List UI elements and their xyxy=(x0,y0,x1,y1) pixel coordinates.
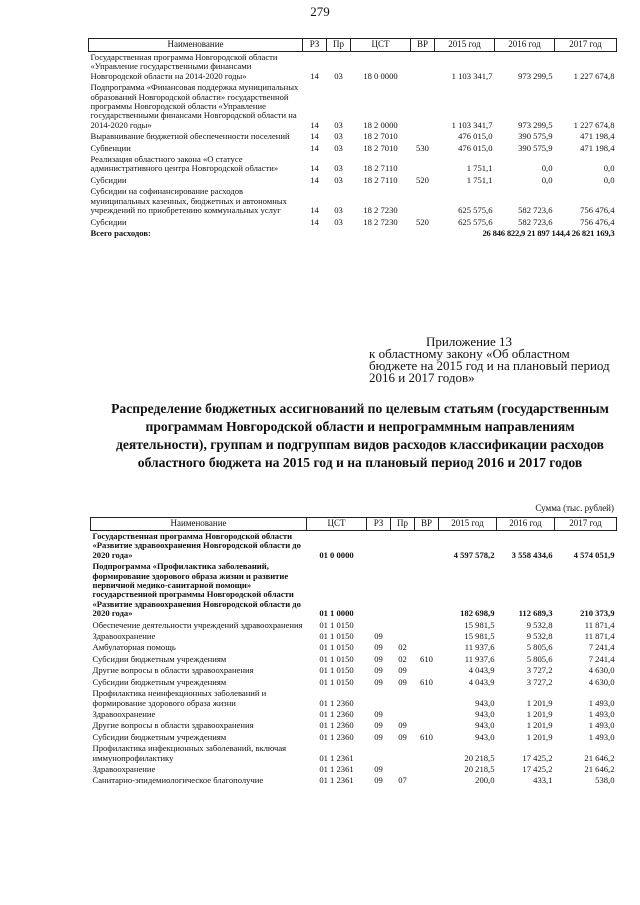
row-2016: 3 727,2 xyxy=(526,665,553,676)
row-pr: 03 xyxy=(334,119,343,130)
row-2015: 943,0 xyxy=(475,731,495,742)
table-row xyxy=(89,82,617,131)
sum-units-label: Сумма (тыс. рублей) xyxy=(535,503,614,513)
row-rz: 14 xyxy=(310,174,319,185)
row-2015: 11 937,6 xyxy=(464,642,495,653)
row-name: Профилактика неинфекционных заболеваний и формирование здорового образа жизни xyxy=(92,688,267,708)
row-name: Другие вопросы в области здравоохранения xyxy=(92,665,254,676)
col-2017: 2017 год xyxy=(555,518,617,531)
expenses-table-top xyxy=(88,38,617,239)
row-cst: 01 1 0150 xyxy=(319,631,354,642)
table-row xyxy=(91,561,617,619)
row-2017: 756 476,4 xyxy=(580,216,615,227)
row-name: Субвенции xyxy=(90,142,131,153)
row-2017: 11 871,4 xyxy=(584,619,615,630)
row-2015: 476 015,0 xyxy=(458,142,493,153)
row-2015: 4 597 578,2 xyxy=(453,549,495,560)
row-pr xyxy=(391,620,415,631)
row-2017: 21 646,2 xyxy=(584,752,615,763)
row-rz: 14 xyxy=(310,119,319,130)
row-pr: 09 xyxy=(398,720,407,731)
row-pr: 03 xyxy=(334,142,343,153)
row-2015: 11 937,6 xyxy=(464,653,495,664)
row-pr: 09 xyxy=(398,731,407,742)
row-pr: 03 xyxy=(334,131,343,142)
row-2016: 9 532,8 xyxy=(526,619,553,630)
table-row xyxy=(91,764,617,775)
row-name: Выравнивание бюджетной обеспеченности поселений xyxy=(90,131,290,142)
row-2015: 625 575,6 xyxy=(458,205,493,216)
row-pr: 03 xyxy=(334,205,343,216)
table-row xyxy=(91,709,617,720)
row-vr: 610 xyxy=(420,653,433,664)
row-2015: 4 043,9 xyxy=(468,665,495,676)
row-cst: 01 1 2360 xyxy=(319,708,354,719)
row-2017: 21 646,2 xyxy=(584,763,615,774)
row-name: Подпрограмма «Финансовая поддержка муниципальных образований Новгородской области» государственной программы Новгородской области «Управление государственными финансами Новгородской области на 2014-2020 годы» xyxy=(90,82,299,130)
row-pr: 03 xyxy=(334,216,343,227)
row-cst: 01 1 0150 xyxy=(319,619,354,630)
row-cst: 18 2 7230 xyxy=(363,205,398,216)
row-name: Здравоохранение xyxy=(92,708,156,719)
row-pr xyxy=(391,743,415,764)
row-2017: 471 198,4 xyxy=(580,131,615,142)
row-2016: 582 723,6 xyxy=(518,205,553,216)
row-2016: 1 201,9 xyxy=(526,697,553,708)
row-cst: 01 1 0000 xyxy=(319,608,354,619)
row-vr xyxy=(415,631,439,642)
col-cst: ЦСТ xyxy=(307,518,367,531)
row-2015: 15 981,5 xyxy=(464,631,495,642)
row-cst: 01 1 0150 xyxy=(319,665,354,676)
col-2017: 2017 год xyxy=(555,39,617,52)
row-vr xyxy=(411,154,435,175)
row-2016: 390 575,9 xyxy=(518,131,553,142)
row-rz xyxy=(367,688,391,709)
table-row xyxy=(91,620,617,631)
row-pr: 02 xyxy=(398,642,407,653)
table-row xyxy=(91,775,617,786)
row-2016: 17 425,2 xyxy=(522,763,553,774)
row-cst: 01 1 2360 xyxy=(319,720,354,731)
row-cst: 01 1 0150 xyxy=(319,676,354,687)
row-cst: 01 1 0150 xyxy=(319,653,354,664)
row-vr: 530 xyxy=(416,142,429,153)
row-rz: 14 xyxy=(310,70,319,81)
row-vr xyxy=(415,531,439,562)
total-values: 26 846 822,9 21 897 144,4 26 821 169,3 xyxy=(482,227,615,238)
row-2016: 5 805,6 xyxy=(526,653,553,664)
table-row xyxy=(91,631,617,642)
table-row xyxy=(89,154,617,175)
table-row xyxy=(91,743,617,764)
row-2017: 0,0 xyxy=(603,163,615,174)
total-label: Всего расходов: xyxy=(90,227,151,238)
row-name: Субсидии xyxy=(90,174,127,185)
row-cst: 18 2 0000 xyxy=(363,119,398,130)
row-2017: 471 198,4 xyxy=(580,142,615,153)
row-name: Субсидии бюджетным учреждениям xyxy=(92,676,227,687)
row-rz: 09 xyxy=(374,631,383,642)
row-name: Здравоохранение xyxy=(92,763,156,774)
row-2017: 756 476,4 xyxy=(580,205,615,216)
row-name: Реализация областного закона «О статусе административного центра Новгородской области» xyxy=(90,154,279,174)
row-2016: 390 575,9 xyxy=(518,142,553,153)
row-name: Профилактика инфекционных заболеваний, включая иммунопрофилактику xyxy=(92,743,287,763)
row-rz: 09 xyxy=(374,708,383,719)
table-row xyxy=(91,642,617,653)
col-pr: Пр xyxy=(327,39,351,52)
col-rz: РЗ xyxy=(367,518,391,531)
row-vr: 610 xyxy=(420,676,433,687)
row-rz: 14 xyxy=(310,216,319,227)
row-2016: 17 425,2 xyxy=(522,752,553,763)
row-vr xyxy=(411,131,435,142)
row-vr xyxy=(415,720,439,731)
row-pr: 03 xyxy=(334,163,343,174)
row-vr xyxy=(415,743,439,764)
row-2016: 5 805,6 xyxy=(526,642,553,653)
row-2017: 538,0 xyxy=(595,775,615,786)
row-vr xyxy=(415,709,439,720)
row-2015: 4 043,9 xyxy=(468,676,495,687)
row-vr xyxy=(411,82,435,131)
row-cst: 01 1 0150 xyxy=(319,642,354,653)
col-vr: ВР xyxy=(415,518,439,531)
row-name: Государственная программа Новгородской области «Управление государственными финансами Новгородской области на 2014-2020 годы» xyxy=(90,52,278,81)
row-rz xyxy=(367,561,391,619)
row-2016: 9 532,8 xyxy=(526,631,553,642)
row-2015: 200,0 xyxy=(475,775,495,786)
row-pr: 09 xyxy=(398,665,407,676)
table-row xyxy=(91,531,617,562)
row-vr xyxy=(415,688,439,709)
row-name: Подпрограмма «Профилактика заболеваний, формирование здорового образа жизни и развитие первичной медико-санитарной помощи» государственной программы Новгородской области «Развитие здравоохранения Новгородской области до 2020 года» xyxy=(92,561,301,619)
table-header xyxy=(91,518,617,531)
row-rz: 09 xyxy=(374,642,383,653)
row-2017: 11 871,4 xyxy=(584,631,615,642)
row-2015: 1 751,1 xyxy=(466,174,493,185)
row-2015: 15 981,5 xyxy=(464,619,495,630)
col-name: Наименование xyxy=(89,39,303,52)
row-2015: 943,0 xyxy=(475,720,495,731)
expenses-table-main xyxy=(90,517,617,787)
row-rz xyxy=(367,743,391,764)
row-2016: 973 299,5 xyxy=(518,119,553,130)
row-cst: 18 2 7010 xyxy=(363,142,398,153)
row-name: Субсидии на софинансирование расходов муниципальных казенных, бюджетных и автономных учреждений по приобретению коммунальных услуг xyxy=(90,186,287,216)
appendix-heading: Приложение 13 xyxy=(426,334,513,349)
row-cst: 01 1 2360 xyxy=(319,731,354,742)
row-rz: 09 xyxy=(374,731,383,742)
row-rz: 14 xyxy=(310,163,319,174)
row-2017: 1 227 674,8 xyxy=(573,119,615,130)
row-2015: 1 103 341,7 xyxy=(451,119,493,130)
table-row xyxy=(91,688,617,709)
row-cst: 18 2 7110 xyxy=(363,163,398,174)
row-2016: 0,0 xyxy=(541,174,553,185)
table-row xyxy=(91,654,617,665)
row-vr: 520 xyxy=(416,216,429,227)
col-2015: 2015 год xyxy=(435,39,495,52)
total-row xyxy=(89,228,617,239)
row-pr xyxy=(391,561,415,619)
row-cst: 01 1 2361 xyxy=(319,775,354,786)
row-rz: 09 xyxy=(374,676,383,687)
row-pr: 09 xyxy=(398,676,407,687)
table-row xyxy=(89,131,617,142)
row-rz: 09 xyxy=(374,775,383,786)
row-cst: 01 1 2360 xyxy=(319,697,354,708)
row-vr xyxy=(415,665,439,676)
row-pr xyxy=(391,631,415,642)
row-rz: 09 xyxy=(374,653,383,664)
row-2015: 20 218,5 xyxy=(464,763,495,774)
row-cst: 18 2 7010 xyxy=(363,131,398,142)
row-pr xyxy=(391,709,415,720)
row-2017: 1 227 674,8 xyxy=(573,70,615,81)
row-2015: 1 751,1 xyxy=(466,163,493,174)
table-header xyxy=(89,39,617,52)
row-vr: 610 xyxy=(420,731,433,742)
col-2016: 2016 год xyxy=(497,518,555,531)
col-2016: 2016 год xyxy=(495,39,555,52)
appendix-block xyxy=(369,336,617,384)
row-name: Субсидии xyxy=(90,216,127,227)
row-2015: 943,0 xyxy=(475,708,495,719)
col-cst: ЦСТ xyxy=(351,39,411,52)
row-2015: 182 698,9 xyxy=(460,608,495,619)
row-cst: 18 2 7230 xyxy=(363,216,398,227)
table-row xyxy=(89,143,617,154)
row-cst: 18 2 7110 xyxy=(363,174,398,185)
page-number: 279 xyxy=(310,4,330,19)
row-cst: 01 0 0000 xyxy=(319,549,354,560)
row-pr: 03 xyxy=(334,70,343,81)
row-2017: 0,0 xyxy=(603,174,615,185)
row-2016: 3 558 434,6 xyxy=(511,549,553,560)
row-vr: 520 xyxy=(416,174,429,185)
row-2017: 1 493,0 xyxy=(588,708,615,719)
row-rz: 14 xyxy=(310,205,319,216)
row-2016: 3 727,2 xyxy=(526,676,553,687)
row-2015: 476 015,0 xyxy=(458,131,493,142)
row-rz: 09 xyxy=(374,763,383,774)
row-name: Санитарно-эпидемиологическое благополучие xyxy=(92,775,264,786)
row-pr xyxy=(391,688,415,709)
row-2016: 0,0 xyxy=(541,163,553,174)
row-pr xyxy=(391,764,415,775)
col-rz: РЗ xyxy=(303,39,327,52)
row-2017: 7 241,4 xyxy=(588,653,615,664)
row-name: Субсидии бюджетным учреждениям xyxy=(92,731,227,742)
row-vr xyxy=(415,764,439,775)
row-2017: 1 493,0 xyxy=(588,731,615,742)
row-pr: 03 xyxy=(334,174,343,185)
row-2017: 4 574 051,9 xyxy=(573,549,615,560)
table-row xyxy=(89,186,617,216)
row-vr xyxy=(411,52,435,83)
table-row xyxy=(89,217,617,228)
row-vr xyxy=(415,620,439,631)
row-name: Другие вопросы в области здравоохранения xyxy=(92,720,254,731)
row-rz: 14 xyxy=(310,142,319,153)
row-2017: 4 630,0 xyxy=(588,665,615,676)
table-row xyxy=(89,175,617,186)
row-2016: 582 723,6 xyxy=(518,216,553,227)
row-name: Здравоохранение xyxy=(92,631,156,642)
row-2016: 112 689,3 xyxy=(518,608,553,619)
row-pr xyxy=(391,531,415,562)
col-vr: ВР xyxy=(411,39,435,52)
row-rz xyxy=(367,620,391,631)
row-2016: 1 201,9 xyxy=(526,720,553,731)
row-vr xyxy=(415,642,439,653)
row-2017: 210 373,9 xyxy=(580,608,615,619)
row-vr xyxy=(415,775,439,786)
row-pr: 02 xyxy=(398,653,407,664)
row-name: Амбулаторная помощь xyxy=(92,642,176,653)
row-pr: 07 xyxy=(398,775,407,786)
row-cst: 18 0 0000 xyxy=(363,70,398,81)
document-title: Распределение бюджетных ассигнований по целевым статьям (государственным программам Новгородской области и непрограммным направлениям деятельности), группам и подгруппам видов расходов классификации расходов областного бюджета на 2015 год и на плановый период 2016 и 2017 годов xyxy=(111,401,609,470)
row-2017: 4 630,0 xyxy=(588,676,615,687)
row-2016: 1 201,9 xyxy=(526,731,553,742)
row-2017: 1 493,0 xyxy=(588,697,615,708)
table-row xyxy=(89,52,617,83)
row-2015: 625 575,6 xyxy=(458,216,493,227)
row-2015: 20 218,5 xyxy=(464,752,495,763)
row-2015: 1 103 341,7 xyxy=(451,70,493,81)
row-2017: 7 241,4 xyxy=(588,642,615,653)
row-vr xyxy=(415,561,439,619)
row-2016: 973 299,5 xyxy=(518,70,553,81)
row-vr xyxy=(411,186,435,216)
row-2015: 943,0 xyxy=(475,697,495,708)
col-pr: Пр xyxy=(391,518,415,531)
row-2016: 1 201,9 xyxy=(526,708,553,719)
col-name: Наименование xyxy=(91,518,307,531)
table-row xyxy=(91,677,617,688)
row-rz: 09 xyxy=(374,665,383,676)
row-2016: 433,1 xyxy=(533,775,553,786)
row-name: Обеспечение деятельности учреждений здравоохранения xyxy=(92,619,303,630)
table-row xyxy=(91,665,617,676)
table-row xyxy=(91,720,617,731)
row-name: Государственная программа Новгородской области «Развитие здравоохранения Новгородской области до 2020 года» xyxy=(92,531,301,560)
row-rz: 09 xyxy=(374,720,383,731)
table-row xyxy=(91,732,617,743)
row-2017: 1 493,0 xyxy=(588,720,615,731)
row-name: Субсидии бюджетным учреждениям xyxy=(92,653,227,664)
row-rz xyxy=(367,531,391,562)
appendix-text: к областному закону «Об областном бюджете на 2015 год и на плановый период 2016 и 2017 годов» xyxy=(369,346,610,385)
col-2015: 2015 год xyxy=(439,518,497,531)
row-rz: 14 xyxy=(310,131,319,142)
row-cst: 01 1 2361 xyxy=(319,763,354,774)
row-cst: 01 1 2361 xyxy=(319,752,354,763)
